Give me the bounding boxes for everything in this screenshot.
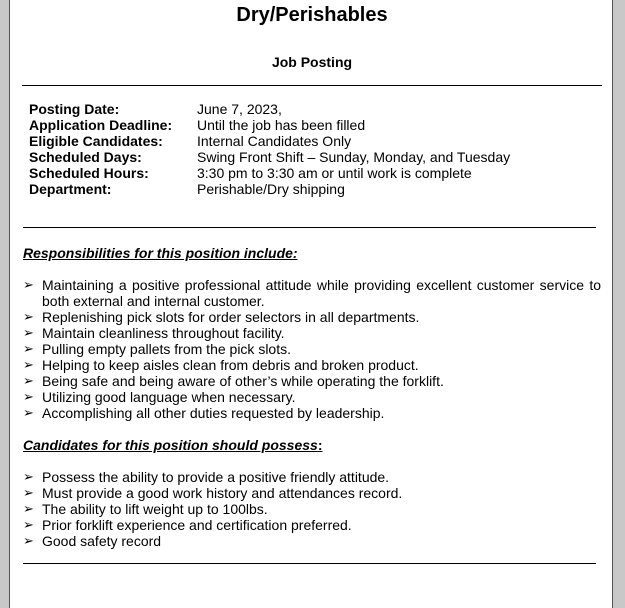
bullet-arrow-icon: ➢ xyxy=(23,325,34,340)
bullet-arrow-icon: ➢ xyxy=(23,517,34,532)
info-label: Scheduled Days: xyxy=(29,149,142,165)
bullet-arrow-icon: ➢ xyxy=(23,277,34,292)
posting-info xyxy=(29,101,510,197)
list-item: ➢ Possess the ability to provide a positive friendly attitude. xyxy=(23,469,390,485)
list-item: ➢ Helping to keep aisles clean from debris and broken product. xyxy=(23,357,419,373)
list-item: ➢ Replenishing pick slots for order selectors in all departments. xyxy=(23,309,420,325)
info-label: Department: xyxy=(29,181,112,197)
candidates-list xyxy=(23,469,601,549)
responsibilities-list xyxy=(23,277,601,421)
info-value: Internal Candidates Only xyxy=(197,133,352,149)
info-value: June 7, 2023, xyxy=(197,101,282,117)
info-label: Eligible Candidates: xyxy=(29,133,163,149)
info-row-scheduled-days xyxy=(29,149,510,165)
list-item: ➢ Prior forklift experience and certification preferred. xyxy=(23,517,352,533)
responsibilities-heading: Responsibilities for this position include: xyxy=(23,245,298,261)
list-item: ➢ Utilizing good language when necessary. xyxy=(23,389,296,405)
list-item: ➢ Being safe and being aware of other’s while operating the forklift. xyxy=(23,373,444,389)
page-subtitle: Job Posting xyxy=(271,54,353,70)
bullet-arrow-icon: ➢ xyxy=(23,405,34,420)
bullet-arrow-icon: ➢ xyxy=(23,373,34,388)
info-label: Posting Date: xyxy=(29,101,120,117)
document-page xyxy=(9,0,613,608)
info-row-posting-date xyxy=(29,101,510,117)
bullet-arrow-icon: ➢ xyxy=(23,389,34,404)
list-item: ➢ Must provide a good work history and attendances record. xyxy=(23,485,403,501)
list-item: ➢ Good safety record xyxy=(23,533,162,549)
bullet-arrow-icon: ➢ xyxy=(23,533,34,548)
info-label: Application Deadline: xyxy=(29,117,173,133)
info-value: Perishable/Dry shipping xyxy=(197,181,345,197)
bullet-arrow-icon: ➢ xyxy=(23,501,34,516)
info-row-application-deadline xyxy=(29,117,510,133)
info-value: Swing Front Shift – Sunday, Monday, and Tuesday xyxy=(197,149,511,165)
list-item: ➢ Pulling empty pallets from the pick slots. xyxy=(23,341,291,357)
info-row-department xyxy=(29,181,510,197)
bullet-arrow-icon: ➢ xyxy=(23,309,34,324)
bullet-arrow-icon: ➢ xyxy=(23,485,34,500)
info-value: Until the job has been filled xyxy=(197,117,366,133)
list-item: ➢ Maintain cleanliness throughout facility. xyxy=(23,325,285,341)
candidates-heading: Candidates for this position should possess: xyxy=(23,437,323,453)
info-label: Scheduled Hours: xyxy=(29,165,149,181)
list-item: ➢ Maintaining a positive professional attitude while providing excellent customer service to both external and internal customer. xyxy=(23,277,601,309)
divider-middle xyxy=(23,227,596,228)
bullet-arrow-icon: ➢ xyxy=(23,341,34,356)
list-item: ➢ The ability to lift weight up to 100lbs. xyxy=(23,501,268,517)
bullet-arrow-icon: ➢ xyxy=(23,357,34,372)
divider-bottom xyxy=(23,563,596,564)
info-row-eligible-candidates xyxy=(29,133,510,149)
info-row-scheduled-hours xyxy=(29,165,510,181)
list-item: ➢ Accomplishing all other duties requested by leadership. xyxy=(23,405,385,421)
divider-top xyxy=(22,85,602,86)
bullet-arrow-icon: ➢ xyxy=(23,469,34,484)
page-title: Dry/Perishables xyxy=(236,4,388,26)
info-value: 3:30 pm to 3:30 am or until work is complete xyxy=(197,165,472,181)
